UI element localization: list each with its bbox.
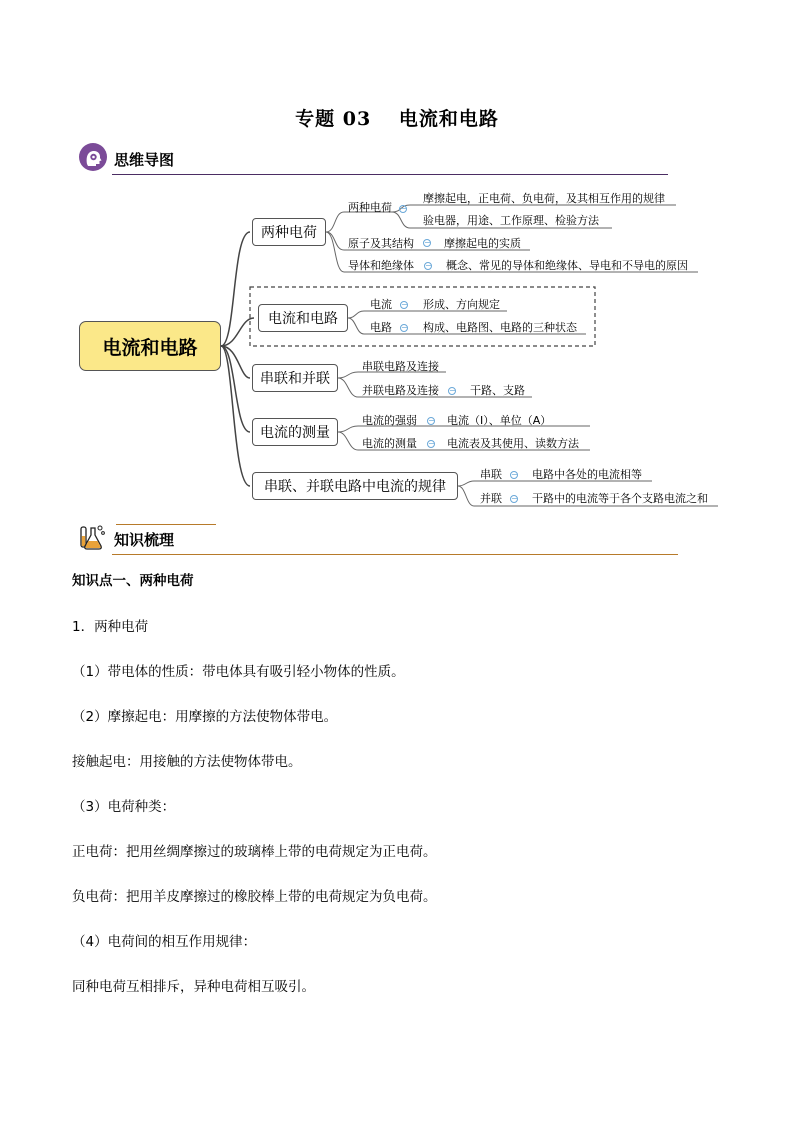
body-line: （1）带电体的性质：带电体具有吸引轻小物体的性质。 xyxy=(72,664,405,680)
collapse-icon: − xyxy=(401,323,408,332)
leaf-item: 串联电路及连接 xyxy=(362,360,439,373)
body-line: （3）电荷种类： xyxy=(72,799,176,815)
body-line: 同种电荷互相排斥，异种电荷相互吸引。 xyxy=(72,979,315,995)
branch-two-charges: 两种电荷 xyxy=(252,218,326,246)
leaf-detail: 验电器，用途、工作原理、检验方法 xyxy=(423,214,599,227)
leaf-detail: 概念、常见的导体和绝缘体、导电和不导电的原因 xyxy=(446,259,688,272)
leaf-item: 原子及其结构 xyxy=(348,237,414,250)
body-line: 接触起电：用接触的方法使物体带电。 xyxy=(72,754,302,770)
branch-current-rules: 串联、并联电路中电流的规律 xyxy=(252,472,458,500)
leaf-detail: 形成、方向规定 xyxy=(423,298,500,311)
body-line: （2）摩擦起电：用摩擦的方法使物体带电。 xyxy=(72,709,338,725)
leaf-detail: 电流表及其使用、读数方法 xyxy=(447,437,579,450)
collapse-icon: − xyxy=(511,494,518,503)
leaf-detail: 电路中各处的电流相等 xyxy=(532,468,642,481)
collapse-icon: − xyxy=(428,416,435,425)
collapse-icon: − xyxy=(511,470,518,479)
mindmap-heading-label: 思维导图 xyxy=(114,151,175,169)
flask-icon xyxy=(78,522,108,552)
leaf-item: 并联电路及连接 xyxy=(362,384,439,397)
body-line: 负电荷：把用羊皮摩擦过的橡胶棒上带的电荷规定为负电荷。 xyxy=(72,889,437,905)
body-line: 1．两种电荷 xyxy=(72,619,149,635)
leaf-item: 两种电荷 xyxy=(348,201,392,214)
collapse-icon: − xyxy=(425,261,432,270)
collapse-icon: − xyxy=(424,238,431,247)
knowledge-point-title: 知识点一、两种电荷 xyxy=(72,573,194,589)
leaf-detail: 电流（I）、单位（A） xyxy=(447,414,552,427)
leaf-item: 串联 xyxy=(480,468,502,481)
leaf-detail: 干路、支路 xyxy=(470,384,525,397)
body-line: 正电荷：把用丝绸摩擦过的玻璃棒上带的电荷规定为正电荷。 xyxy=(72,844,437,860)
leaf-item: 电流的测量 xyxy=(362,437,417,450)
leaf-detail: 摩擦起电，正电荷、负电荷，及其相互作用的规律 xyxy=(423,192,665,205)
leaf-detail: 构成、电路图、电路的三种状态 xyxy=(423,321,577,334)
branch-series-parallel: 串联和并联 xyxy=(252,364,338,392)
leaf-item: 并联 xyxy=(480,492,502,505)
heading-topline xyxy=(116,524,216,525)
leaf-item: 电流的强弱 xyxy=(362,414,417,427)
body-line: （4）电荷间的相互作用规律： xyxy=(72,934,257,950)
leaf-item: 导体和绝缘体 xyxy=(348,259,414,272)
collapse-icon: − xyxy=(428,439,435,448)
branch-current-measurement: 电流的测量 xyxy=(252,418,338,446)
collapse-icon: − xyxy=(401,300,408,309)
leaf-detail: 干路中的电流等于各个支路电流之和 xyxy=(532,492,708,505)
page-title: 专题 03 电流和电路 xyxy=(295,108,499,130)
branch-current-circuit: 电流和电路 xyxy=(258,304,348,332)
leaf-item: 电流 xyxy=(370,298,392,311)
mindmap-root: 电流和电路 xyxy=(79,321,221,371)
leaf-item: 电路 xyxy=(370,321,392,334)
collapse-icon: − xyxy=(400,204,407,213)
knowledge-heading-label: 知识梳理 xyxy=(114,531,175,549)
leaf-detail: 摩擦起电的实质 xyxy=(444,237,521,250)
heading-underline xyxy=(112,554,678,555)
collapse-icon: − xyxy=(449,386,456,395)
